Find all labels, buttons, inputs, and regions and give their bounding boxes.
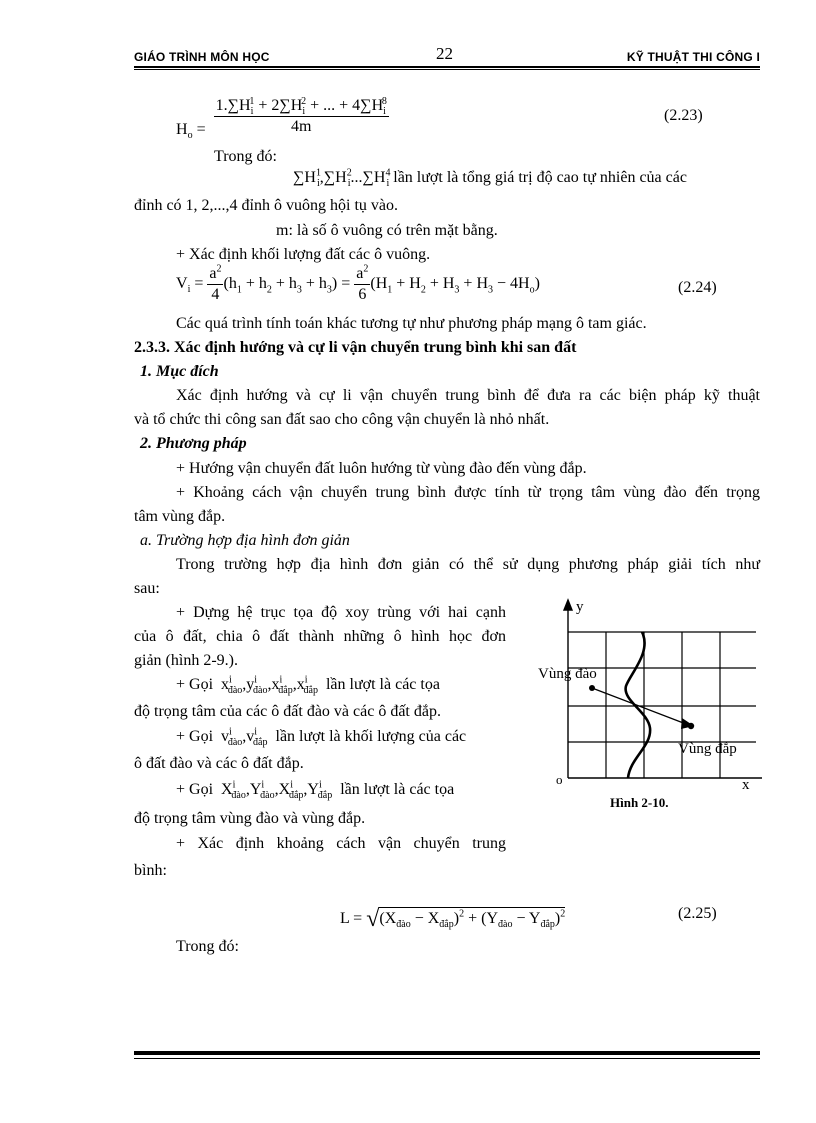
page-number: 22 (436, 44, 453, 63)
equation-number-2-25: (2.25) (678, 905, 717, 922)
paragraph-line: + Dựng hệ trục tọa độ xoy trùng với hai cạnh (176, 604, 506, 621)
figure-origin-label: o (556, 772, 563, 787)
figure-axis-y-label: y (576, 599, 584, 615)
paragraph-line: ô đất đào và các ô đất đắp. (134, 755, 304, 772)
paragraph-line: + Khoảng cách vận chuyển trung bình được tính từ trọng tâm vùng đào đến trọng (176, 484, 760, 501)
paragraph-line: Xác định hướng và cự li vận chuyển trung bình để đưa ra các biện pháp kỹ thuật (176, 387, 760, 404)
footer-rule-thick (134, 1051, 760, 1055)
header-subject-title: KỸ THUẬT THI CÔNG I (626, 50, 760, 64)
equation-2-24: $V_i$ = $\frac{a^2}{4}$ $(h_1 + h_2 + h_3 + h_3)$ = $\frac{a^2}{6}$ $(H_1 + H_2 + H_3 + H_3 - 4H_o)$ (176, 263, 540, 303)
figure-label-vung-dao: Vùng đào (538, 666, 597, 682)
sum-definition-line: $\sum H^1_i,\sum H^2_i...\sum H^4_i$ lần lượt là tổng giá trị độ cao tự nhiên của các (293, 167, 687, 190)
header-rule (134, 66, 760, 68)
footer-rule-thin (134, 1058, 760, 1059)
subheading-case-a: a. Trường hợp địa hình đơn giản (140, 532, 350, 549)
trong-do-label: Trong đó: (214, 148, 277, 165)
equation-number-2-23: (2.23) (664, 107, 703, 124)
figure-axis-x-label: x (742, 777, 750, 793)
paragraph-line: tâm vùng đắp. (134, 508, 226, 525)
paragraph-line: của ô đất, chia ô đất thành những ô hình học đơn (134, 628, 506, 645)
paragraph-line: Các quá trình tính toán khác tương tự như phương pháp mạng ô tam giác. (176, 315, 647, 332)
centroid-dap-marker (688, 723, 694, 729)
header-course-title: GIÁO TRÌNH MÔN HỌC (134, 50, 270, 64)
paragraph-line: và tổ chức thi công san đất sao cho công vận chuyển là nhỏ nhất. (134, 411, 550, 428)
subheading-muc-dich: 1. Mục đích (140, 363, 219, 380)
figure-label-vung-dap: Vùng đắp (678, 741, 737, 757)
volume-cells-line: + Gọi $v^i_{đào},v^i_{đắp}$ lần lượt là khối lượng của các (176, 726, 467, 749)
paragraph-line: sau: (134, 580, 160, 597)
paragraph-line: độ trọng tâm của các ô đất đào và các ô đất đắp. (134, 703, 441, 720)
paragraph-line: Trong trường hợp địa hình đơn giản có thể sử dụng phương pháp giải tích như (176, 556, 760, 573)
subheading-phuong-phap: 2. Phương pháp (140, 435, 247, 452)
figure-caption: Hình 2-10. (610, 795, 669, 810)
paragraph-line: giản (hình 2-9.). (134, 652, 238, 669)
y-axis-arrow-icon (564, 600, 572, 610)
paragraph-line: m: là số ô vuông có trên mặt bằng. (276, 222, 498, 239)
centroid-cells-line: + Gọi $x^i_{đào},y^i_{đào},x^i_{đắp},x^i_{đắp}$ lần lượt là các tọa (176, 674, 440, 697)
equation-number-2-24: (2.24) (678, 279, 717, 296)
centroid-dao-marker (589, 685, 595, 691)
section-heading-2-3-3: 2.3.3. Xác định hướng và cự li vận chuyển trung bình khi san đất (134, 339, 577, 356)
header-rule-thin (134, 69, 760, 70)
equation-2-23: $H_o$ = $\frac{1.\sum H_i^1 + 2\sum H_i^2 + ... + 4\sum H_i^8}{4m}$ (176, 95, 387, 142)
trong-do-label: Trong đó: (176, 938, 239, 955)
paragraph-line: bình: (134, 862, 167, 879)
paragraph-line: đỉnh có 1, 2,...,4 đỉnh ô vuông hội tụ vào. (134, 197, 398, 214)
paragraph-line: độ trọng tâm vùng đào và vùng đắp. (134, 810, 366, 827)
paragraph-line: + Xác định khối lượng đất các ô vuông. (176, 246, 431, 263)
centroid-zones-line: + Gọi $X^i_{đào},Y^i_{đào},X^i_{đắp},Y^i_{đắp}$ lần lượt là các tọa (176, 779, 455, 802)
paragraph-line: + Xác định khoảng cách vận chuyển trung (176, 835, 506, 852)
equation-2-25: $L = √(X_{đào} - X_{đắp})^2 + (Y_{đào} - Y_{đắp})^2$ (340, 906, 566, 932)
paragraph-line: + Hướng vận chuyển đất luôn hướng từ vùng đào đến vùng đắp. (176, 460, 587, 477)
